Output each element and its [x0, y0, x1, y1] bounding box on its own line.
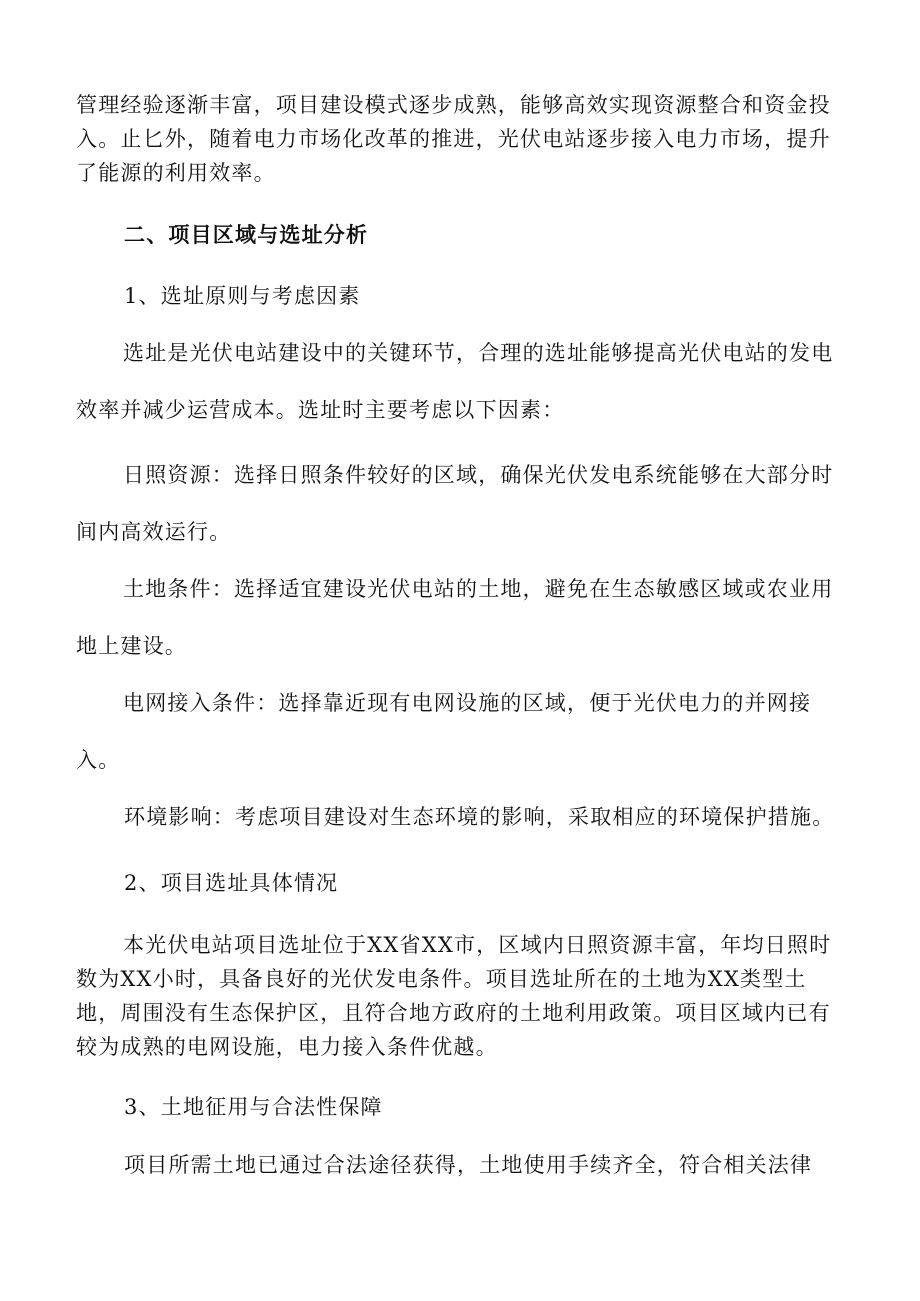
factor-environment-paragraph: 环境影响：考虑项目建设对生态环境的影响，采取相应的环境保护措施。 [124, 805, 835, 829]
subsection-2-paragraph: 本光伏电站项目选址位于XX省XX市，区域内日照资源丰富，年均日照时数为XX小时，具备良好的光伏发电条件。项目选址所在的土地为XX类型土地，周围没有生态保护区，且符合地方政府的土地利用政策。项目区域内已有较为成熟的电网设施，电力接入条件优越。 [76, 933, 832, 1059]
section-heading: 二、项目区域与选址分析 [124, 222, 369, 247]
subsection-2-heading: 2、项目选址具体情况 [124, 871, 339, 895]
subsection-1-paragraph: 选址是光伏电站建设中的关键环节，合理的选址能够提高光伏电站的发电效率并减少运营成本。选址时主要考虑以下因素： [76, 341, 834, 422]
factor-grid-paragraph: 电网接入条件：选择靠近现有电网设施的区域，便于光伏电力的并网接入。 [76, 691, 812, 772]
subsection-1-heading: 1、选址原则与考虑因素 [124, 284, 361, 308]
intro-paragraph: 管理经验逐渐丰富，项目建设模式逐步成熟，能够高效实现资源整合和资金投入。止匕外，随着电力市场化改革的推进，光伏电站逐步接入电力市场，提升了能源的利用效率。 [76, 93, 831, 185]
subsection-3-paragraph: 项目所需土地已通过合法途径获得，土地使用手续齐全，符合相关法律 [124, 1153, 813, 1177]
factor-sunlight-paragraph: 日照资源：选择日照条件较好的区域，确保光伏发电系统能够在大部分时间内高效运行。 [76, 463, 834, 544]
factor-land-paragraph: 土地条件：选择适宜建设光伏电站的土地，避免在生态敏感区域或农业用地上建设。 [76, 577, 834, 658]
subsection-3-heading: 3、土地征用与合法性保障 [124, 1095, 383, 1119]
